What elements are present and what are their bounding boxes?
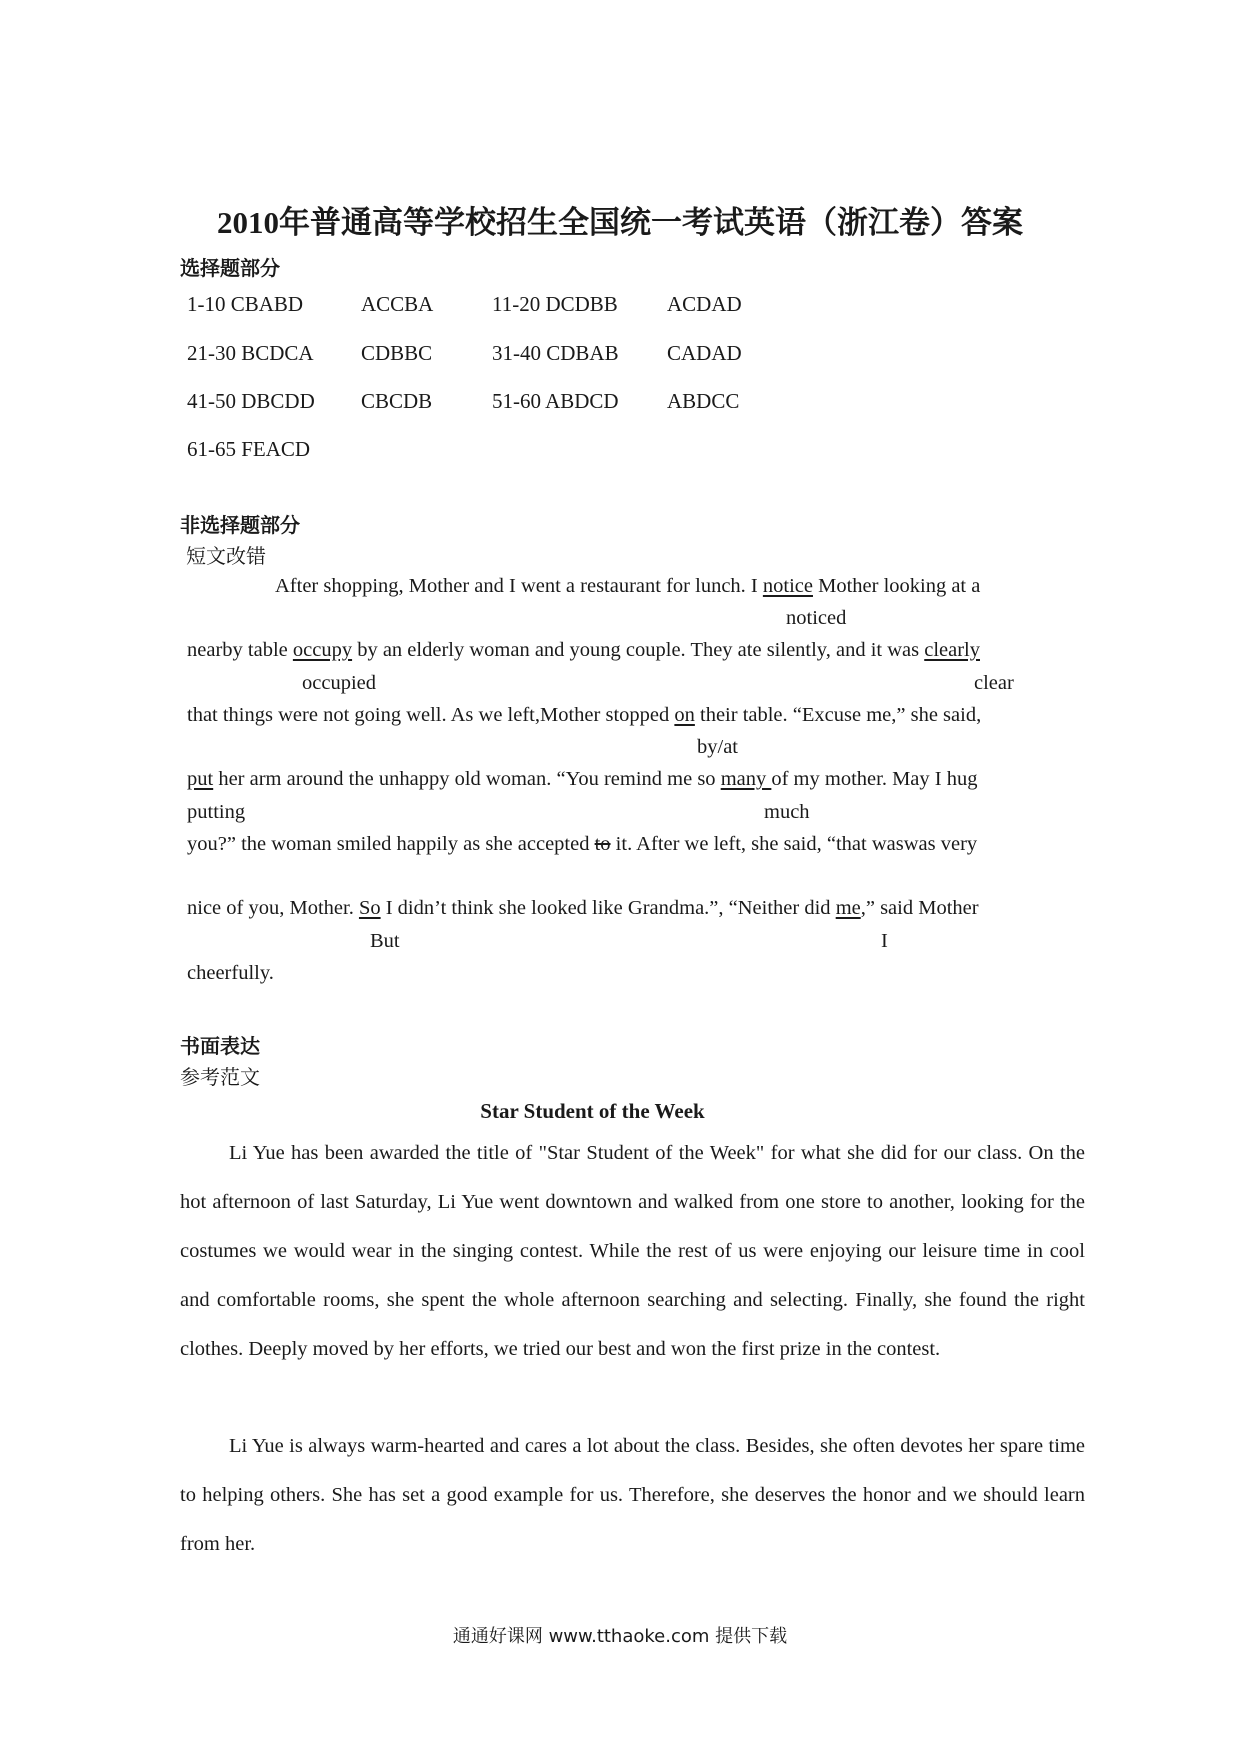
correction-fix: occupied bbox=[302, 672, 376, 694]
essay-title: Star Student of the Week bbox=[480, 1099, 705, 1123]
correction-line-2: nearby table occupy by an elderly woman and young couple. They ate silently, and it was clearly bbox=[187, 639, 980, 661]
answer-cell: CDBBC bbox=[361, 341, 433, 365]
answer-cell: CADAD bbox=[667, 341, 742, 365]
correction-line-5: you?” the woman smiled happily as she accepted to it. After we left, she said, “that waswas very bbox=[187, 833, 978, 855]
answer-cell: 51-60 ABDCD bbox=[492, 389, 619, 413]
answer-cell: ACDAD bbox=[667, 292, 742, 316]
answer-cell: ABDCC bbox=[667, 389, 740, 413]
correction-fix: much bbox=[764, 801, 810, 823]
error-word: many bbox=[720, 768, 772, 790]
correction-fix: I bbox=[881, 930, 888, 952]
correction-line-6: nice of you, Mother. So I didn’t think she looked like Grandma.”, “Neither did me,” said Mother bbox=[187, 897, 979, 919]
correction-line-4: put her arm around the unhappy old woman. “You remind me so many of my mother. May I hug bbox=[187, 768, 978, 790]
error-word: put bbox=[187, 768, 214, 790]
subsection-label-sample: 参考范文 bbox=[180, 1065, 260, 1089]
error-word: me bbox=[835, 897, 861, 919]
deleted-word: to bbox=[594, 833, 611, 855]
page-title: 2010年普通高等学校招生全国统一考试英语（浙江卷）答案 bbox=[217, 205, 1023, 240]
essay-paragraph: Li Yue is always warm-hearted and cares a lot about the class. Besides, she often devotes her spare time to helping others. She has set a good example for us. Therefore, she deserves the honor and we should learn from her. bbox=[180, 1435, 1085, 1555]
subsection-label-correction: 短文改错 bbox=[186, 544, 266, 568]
error-word: occupy bbox=[292, 639, 353, 661]
error-word: notice bbox=[762, 575, 813, 597]
section-heading-choice: 选择题部分 bbox=[180, 256, 280, 280]
error-word: clearly bbox=[924, 639, 980, 661]
correction-fix: clear bbox=[974, 672, 1014, 694]
correction-line-3: that things were not going well. As we left,Mother stopped on their table. “Excuse me,” she said, bbox=[187, 704, 982, 726]
answer-cell: ACCBA bbox=[361, 292, 434, 316]
section-heading-writing: 书面表达 bbox=[180, 1034, 260, 1058]
answer-cell: 31-40 CDBAB bbox=[492, 341, 619, 365]
answer-cell: CBCDB bbox=[361, 389, 433, 413]
correction-fix: by/at bbox=[697, 736, 738, 758]
footer-credit: 通通好课网 www.tthaoke.com 提供下载 bbox=[452, 1626, 788, 1647]
correction-fix: But bbox=[370, 930, 400, 952]
correction-fix: putting bbox=[187, 801, 246, 823]
section-heading-nonchoice: 非选择题部分 bbox=[180, 513, 300, 537]
answer-cell: 41-50 DBCDD bbox=[187, 389, 315, 413]
correction-line-1: After shopping, Mother and I went a restaurant for lunch. I notice Mother looking at a bbox=[275, 575, 981, 597]
correction-fix: noticed bbox=[786, 607, 847, 629]
correction-line-7: cheerfully. bbox=[187, 962, 274, 984]
answer-cell: 61-65 FEACD bbox=[187, 437, 311, 461]
error-word: on bbox=[674, 704, 695, 726]
answer-cell: 1-10 CBABD bbox=[187, 292, 304, 316]
answer-cell: 11-20 DCDBB bbox=[492, 292, 618, 316]
answer-cell: 21-30 BCDCA bbox=[187, 341, 314, 365]
essay-paragraph: Li Yue has been awarded the title of "Star Student of the Week" for what she did for our class. On the hot afternoon of last Saturday, Li Yue went downtown and walked from one store to another, looking for the costumes we would wear in the singing contest. While the rest of us were enjoying our leisure time in cool and comfortable rooms, she spent the whole afternoon searching and selecting. Finally, she found the right clothes. Deeply moved by her efforts, we tried our best and won the first prize in the contest. bbox=[180, 1142, 1085, 1360]
error-word: So bbox=[358, 897, 381, 919]
